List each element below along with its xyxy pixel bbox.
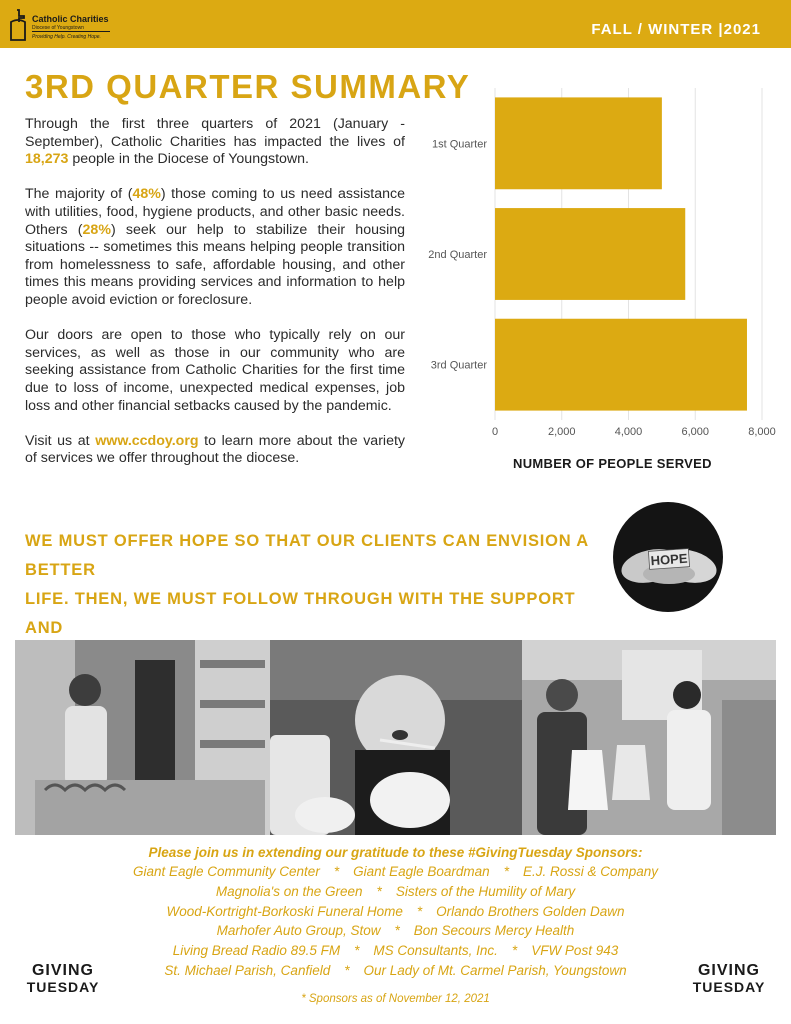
sponsor-name: VFW Post 943 bbox=[531, 943, 619, 959]
sponsor-line bbox=[0, 902, 791, 922]
sponsor-separator: * bbox=[354, 943, 360, 959]
bar bbox=[495, 208, 685, 300]
category-label: 1st Quarter bbox=[431, 138, 487, 151]
category-label: 2nd Quarter bbox=[428, 249, 487, 261]
sponsor-separator: * bbox=[333, 864, 340, 879]
catholic-charities-logo[interactable] bbox=[6, 6, 126, 44]
sponsor-name: Orlando Brothers Golden Dawn bbox=[436, 903, 625, 919]
sponsor-name: Wood-Kortright-Borkoski Funeral Home bbox=[166, 903, 403, 919]
quote-line-2: LIFE. THEN, WE MUST FOLLOW THROUGH WITH THE SUPPORT AND bbox=[25, 590, 576, 637]
x-tick-label: 8,000 bbox=[748, 426, 776, 438]
x-tick-label: 4,000 bbox=[614, 426, 643, 438]
photo-boy-eating bbox=[270, 640, 522, 835]
sponsor-line bbox=[0, 941, 791, 961]
sponsor-separator: * bbox=[376, 883, 382, 899]
bar bbox=[495, 319, 747, 411]
sponsor-line bbox=[0, 921, 791, 941]
summary-paragraph-2: The majority of (48%) those coming to us need assistance with utilities, food, hygiene products, and other basic needs. Others (28%) seek our help to stabilize their housing situations -- sometimes this means helping people transition from homelessness to safe, affordable housing, and other times this means providing services and information to help people avoid eviction or foreclosure. bbox=[25, 186, 406, 308]
giving-tuesday-word-2: TUESDAY bbox=[26, 979, 100, 995]
sponsor-name: Our Lady of Mt. Carmel Parish, Youngstown bbox=[363, 962, 627, 978]
photo-clothing-closet bbox=[15, 640, 270, 835]
chart-canvas bbox=[410, 80, 790, 450]
hope-card-text: HOPE bbox=[650, 550, 688, 569]
x-tick-label: 0 bbox=[491, 426, 499, 438]
sponsor-line bbox=[0, 862, 791, 882]
sponsor-separator: * bbox=[394, 923, 400, 939]
summary-paragraph-4: Visit us at www.ccdoy.org to learn more about the variety of services we offer throughout the diocese. bbox=[25, 432, 406, 467]
sponsor-name: Living Bread Radio 89.5 FM bbox=[172, 943, 341, 959]
logo-diocese: Diocese of Youngstown bbox=[32, 25, 84, 31]
sponsor-name: Marhofer Auto Group, Stow bbox=[216, 923, 381, 939]
sponsor-name: Sisters of the Humility of Mary bbox=[395, 883, 576, 899]
sponsor-name: E.J. Rossi & Company bbox=[522, 864, 658, 879]
giving-tuesday-word-1: GIVING bbox=[697, 962, 760, 979]
sponsors-note: * Sponsors as of November 12, 2021 bbox=[301, 993, 490, 1005]
giving-tuesday-logo-right[interactable] bbox=[688, 962, 770, 998]
photo-food-pantry bbox=[522, 640, 776, 835]
photo-strip bbox=[15, 640, 776, 835]
sponsors-list bbox=[0, 862, 791, 981]
sponsor-name: MS Consultants, Inc. bbox=[373, 943, 498, 959]
sponsor-separator: * bbox=[344, 962, 350, 978]
page-title: 3RD QUARTER SUMMARY bbox=[25, 68, 471, 105]
sponsor-name: St. Michael Parish, Canfield bbox=[164, 962, 331, 978]
sponsor-separator: * bbox=[503, 864, 509, 879]
giving-tuesday-logo-left[interactable] bbox=[22, 962, 104, 998]
sponsor-name: Giant Eagle Community Center bbox=[132, 864, 320, 879]
summary-paragraph-3: Our doors are open to those who typically rely on our services, as well as those in our community who are seeking assistance from Catholic Charities for the first time due to loss of income, unexpected medical expenses, job loss and other financial setbacks caused by the pandemic. bbox=[25, 327, 405, 414]
sponsor-name: Giant Eagle Boardman bbox=[353, 864, 490, 879]
bar bbox=[495, 97, 662, 189]
sponsor-name: Bon Secours Mercy Health bbox=[413, 923, 575, 939]
basic-needs-percent: 48% bbox=[132, 186, 161, 203]
cross-icon bbox=[8, 8, 28, 42]
sponsor-separator: * bbox=[511, 943, 518, 959]
logo-tagline: Providing Help. Creating Hope. bbox=[32, 34, 101, 40]
housing-percent: 28% bbox=[82, 221, 111, 238]
x-tick-label: 6,000 bbox=[681, 426, 710, 438]
hope-hands-image bbox=[613, 502, 723, 612]
giving-tuesday-word-1: GIVING bbox=[31, 962, 94, 979]
logo-divider bbox=[32, 31, 110, 32]
sponsor-name: Magnolia's on the Green bbox=[215, 883, 363, 899]
chart-x-axis-label: NUMBER OF PEOPLE SERVED bbox=[513, 456, 712, 471]
summary-paragraph-1: Through the first three quarters of 2021 (January - September), Catholic Charities has impacted the lives of 18,273 people in the Diocese of Youngstown. bbox=[25, 116, 405, 168]
sponsor-line bbox=[0, 882, 791, 902]
category-label: 3rd Quarter bbox=[430, 359, 487, 372]
sponsor-separator: * bbox=[416, 903, 423, 919]
sponsor-line bbox=[0, 961, 791, 981]
sponsors-heading: Please join us in extending our gratitude to these #GivingTuesday Sponsors: bbox=[148, 845, 643, 860]
quote-line-1: WE MUST OFFER HOPE SO THAT OUR CLIENTS CAN ENVISION A BETTER bbox=[25, 532, 589, 579]
x-tick-label: 2,000 bbox=[547, 426, 576, 438]
people-impacted-count: 18,273 bbox=[25, 151, 69, 168]
giving-tuesday-word-2: TUESDAY bbox=[692, 979, 766, 995]
summary-body bbox=[25, 116, 405, 485]
hands-illustration bbox=[613, 502, 723, 612]
website-link[interactable]: www.ccdoy.org bbox=[95, 432, 199, 449]
logo-org-name: Catholic Charities bbox=[32, 14, 109, 24]
people-served-chart bbox=[410, 80, 790, 480]
edition-label: FALL / WINTER |2021 bbox=[591, 21, 761, 38]
